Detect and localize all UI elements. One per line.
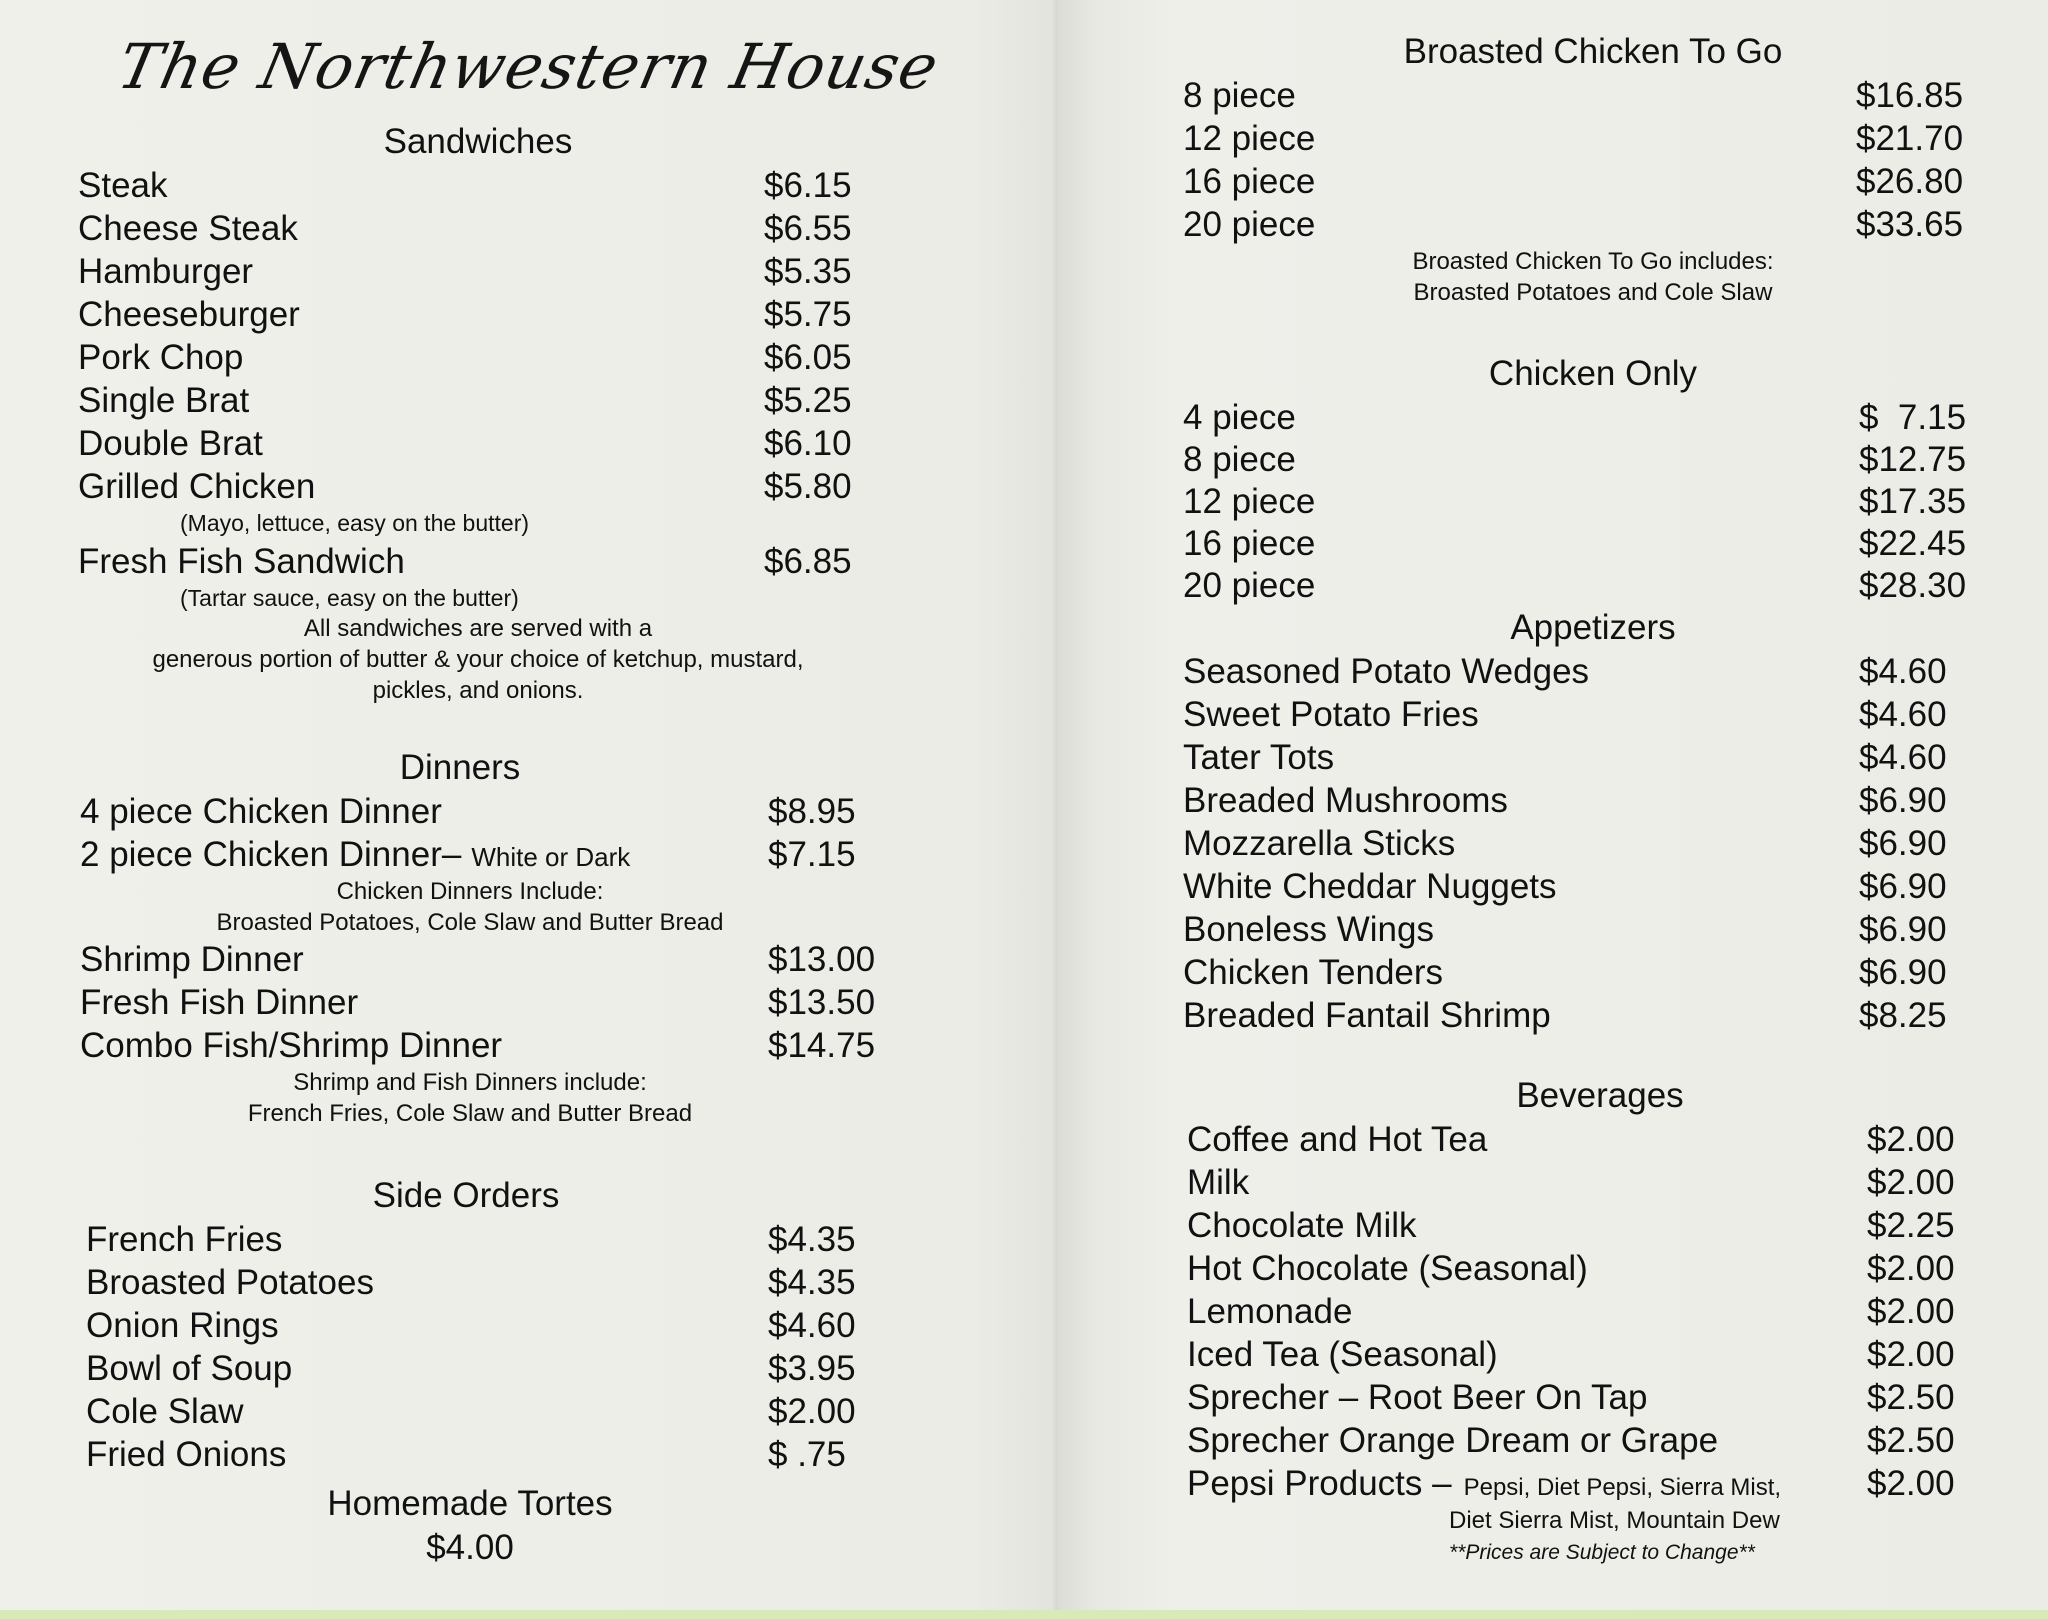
item-price: $5.75 bbox=[764, 295, 852, 334]
item-price: $7.15 bbox=[768, 835, 856, 874]
menu-item bbox=[1183, 693, 2043, 736]
menu-item bbox=[1187, 1204, 2043, 1247]
item-price: $6.85 bbox=[764, 542, 852, 581]
menu-item bbox=[78, 540, 898, 583]
menu-item bbox=[1183, 160, 2043, 203]
item-name: White Cheddar Nuggets bbox=[1183, 867, 1557, 906]
item-price: $2.50 bbox=[1867, 1378, 1955, 1417]
menu-item bbox=[86, 1218, 906, 1261]
item-name: Sweet Potato Fries bbox=[1183, 695, 1479, 734]
item-price: $4.35 bbox=[768, 1220, 856, 1259]
item-price: $17.35 bbox=[1859, 482, 1967, 521]
item-price: $5.25 bbox=[764, 381, 852, 420]
item-name: Double Brat bbox=[78, 424, 263, 463]
menu-item bbox=[86, 1390, 906, 1433]
item-price: $4.60 bbox=[768, 1306, 856, 1345]
item-name: Bowl of Soup bbox=[86, 1349, 293, 1388]
menu-item bbox=[1183, 522, 2043, 564]
item-name: Iced Tea (Seasonal) bbox=[1187, 1335, 1498, 1374]
item-name: Hamburger bbox=[78, 252, 254, 291]
sandwich-serving-note bbox=[58, 613, 898, 706]
sandwiches-heading: Sandwiches bbox=[383, 122, 573, 161]
dinners-heading: Dinners bbox=[399, 748, 521, 787]
item-name: Sprecher – Root Beer On Tap bbox=[1187, 1378, 1648, 1417]
item-price: $14.75 bbox=[768, 1026, 876, 1065]
restaurant-name: The Northwestern House bbox=[111, 30, 946, 103]
appetizers-section bbox=[1183, 606, 2043, 1037]
menu-item bbox=[1183, 117, 2043, 160]
menu-item bbox=[1183, 994, 2043, 1037]
item-name: Cheeseburger bbox=[78, 295, 300, 334]
item-name: Fried Onions bbox=[86, 1435, 287, 1474]
item-name: 4 piece Chicken Dinner bbox=[80, 792, 442, 831]
tortes-price: $4.00 bbox=[426, 1528, 514, 1567]
menu-item bbox=[1183, 74, 2043, 117]
item-price: $26.80 bbox=[1856, 162, 1964, 201]
menu-item bbox=[78, 379, 898, 422]
item-price: $4.35 bbox=[768, 1263, 856, 1302]
item-name: 12 piece bbox=[1183, 482, 1316, 521]
item-price: $6.90 bbox=[1859, 910, 1947, 949]
item-price: $6.90 bbox=[1859, 953, 1947, 992]
item-name: Cole Slaw bbox=[86, 1392, 244, 1431]
chicken-only-heading: Chicken Only bbox=[1488, 354, 1698, 393]
item-name: Steak bbox=[78, 166, 168, 205]
item-name: 16 piece bbox=[1183, 524, 1316, 563]
menu-item bbox=[1187, 1290, 2043, 1333]
menu-item bbox=[1183, 564, 2043, 606]
menu-item bbox=[1183, 650, 2043, 693]
item-name: Coffee and Hot Tea bbox=[1187, 1120, 1488, 1159]
item-price: $2.00 bbox=[768, 1392, 856, 1431]
item-price: $6.05 bbox=[764, 338, 852, 377]
item-name: Milk bbox=[1187, 1163, 1250, 1202]
item-price: $4.60 bbox=[1859, 738, 1947, 777]
menu-item bbox=[80, 981, 920, 1024]
item-price: $16.85 bbox=[1856, 76, 1964, 115]
item-name: Combo Fish/Shrimp Dinner bbox=[80, 1026, 503, 1065]
broasted-to-go-heading: Broasted Chicken To Go bbox=[1403, 32, 1783, 71]
beverages-section bbox=[1187, 1074, 2043, 1565]
item-name: Cheese Steak bbox=[78, 209, 298, 248]
menu-item bbox=[1187, 1419, 2043, 1462]
menu-item bbox=[78, 336, 898, 379]
item-price: $13.00 bbox=[768, 940, 876, 979]
right-menu-page bbox=[1057, 0, 2048, 1610]
side-orders-heading: Side Orders bbox=[372, 1176, 560, 1215]
item-price: $4.60 bbox=[1859, 695, 1947, 734]
item-name: 20 piece bbox=[1183, 205, 1316, 244]
menu-item bbox=[1183, 822, 2043, 865]
menu-item bbox=[1183, 779, 2043, 822]
chicken-only-section bbox=[1183, 352, 2043, 606]
menu-item bbox=[1187, 1247, 2043, 1290]
item-name: Shrimp Dinner bbox=[80, 940, 304, 979]
note-line: Shrimp and Fish Dinners include: bbox=[293, 1069, 647, 1096]
tortes-section bbox=[0, 1482, 940, 1570]
menu-item bbox=[1183, 865, 2043, 908]
sandwiches-section bbox=[78, 120, 898, 706]
item-price: $6.10 bbox=[764, 424, 852, 463]
item-name: Chicken Tenders bbox=[1183, 953, 1444, 992]
item-price: $4.60 bbox=[1859, 652, 1947, 691]
item-name: Breaded Fantail Shrimp bbox=[1183, 996, 1551, 1035]
item-price: $6.15 bbox=[764, 166, 852, 205]
broasted-to-go-note bbox=[1143, 246, 2043, 308]
note-line: French Fries, Cole Slaw and Butter Bread bbox=[247, 1100, 693, 1127]
seafood-dinner-note bbox=[20, 1067, 920, 1129]
item-name: 4 piece bbox=[1183, 398, 1296, 437]
item-price: $ 7.15 bbox=[1859, 398, 1967, 437]
menu-item bbox=[1183, 736, 2043, 779]
broasted-to-go-section bbox=[1183, 30, 2043, 308]
item-name: Fresh Fish Sandwich bbox=[78, 542, 405, 581]
note-line: Broasted Potatoes and Cole Slaw bbox=[1413, 279, 1773, 306]
item-name: Hot Chocolate (Seasonal) bbox=[1187, 1249, 1588, 1288]
item-price: $ .75 bbox=[768, 1435, 846, 1474]
menu-item bbox=[1187, 1462, 2043, 1505]
side-orders-section bbox=[86, 1174, 906, 1476]
item-price: $21.70 bbox=[1856, 119, 1964, 158]
grilled-chicken-note: (Mayo, lettuce, easy on the butter) bbox=[180, 510, 530, 536]
menu-item bbox=[78, 164, 898, 207]
menu-item bbox=[1183, 908, 2043, 951]
item-name: Fresh Fish Dinner bbox=[80, 983, 359, 1022]
menu-item bbox=[1183, 480, 2043, 522]
menu-item bbox=[1187, 1118, 2043, 1161]
chicken-dinner-note bbox=[20, 876, 920, 938]
pepsi-products-list: Pepsi, Diet Pepsi, Sierra Mist, bbox=[1463, 1474, 1782, 1501]
item-price: $2.00 bbox=[1867, 1464, 1955, 1503]
item-price: $5.80 bbox=[764, 467, 852, 506]
item-price: $2.50 bbox=[1867, 1421, 1955, 1460]
item-name: Seasoned Potato Wedges bbox=[1183, 652, 1590, 691]
item-price: $33.65 bbox=[1856, 205, 1964, 244]
item-name: Lemonade bbox=[1187, 1292, 1353, 1331]
menu-item bbox=[86, 1347, 906, 1390]
item-price: $6.90 bbox=[1859, 781, 1947, 820]
menu-item bbox=[78, 293, 898, 336]
menu-item bbox=[1183, 203, 2043, 246]
item-price: $2.00 bbox=[1867, 1163, 1955, 1202]
item-name: Breaded Mushrooms bbox=[1183, 781, 1508, 820]
menu-item bbox=[78, 465, 898, 508]
note-line: Broasted Chicken To Go includes: bbox=[1412, 248, 1774, 275]
dinners-section bbox=[80, 746, 920, 1129]
item-price: $8.95 bbox=[768, 792, 856, 831]
item-name: 20 piece bbox=[1183, 566, 1316, 605]
item-price: $5.35 bbox=[764, 252, 852, 291]
item-variety: White or Dark bbox=[471, 842, 631, 872]
note-line: generous portion of butter & your choice of ketchup, mustard, bbox=[152, 646, 804, 673]
menu-item bbox=[86, 1304, 906, 1347]
item-price: $22.45 bbox=[1859, 524, 1967, 563]
menu-item bbox=[1187, 1161, 2043, 1204]
item-name: Pork Chop bbox=[78, 338, 244, 377]
tortes-heading: Homemade Tortes bbox=[327, 1484, 613, 1523]
item-name: 12 piece bbox=[1183, 119, 1316, 158]
menu-item bbox=[80, 938, 920, 981]
item-name: 2 piece Chicken Dinner– bbox=[80, 835, 462, 874]
item-name: 16 piece bbox=[1183, 162, 1316, 201]
item-price: $2.00 bbox=[1867, 1120, 1955, 1159]
note-line: All sandwiches are served with a bbox=[303, 615, 653, 642]
item-name: 8 piece bbox=[1183, 76, 1296, 115]
menu-item bbox=[1183, 438, 2043, 480]
item-price: $13.50 bbox=[768, 983, 876, 1022]
menu-item bbox=[86, 1261, 906, 1304]
note-line: Chicken Dinners Include: bbox=[336, 878, 604, 905]
menu-item bbox=[78, 207, 898, 250]
item-price: $6.55 bbox=[764, 209, 852, 248]
item-price: $2.00 bbox=[1867, 1335, 1955, 1374]
menu-item bbox=[78, 422, 898, 465]
sandwiches-list bbox=[78, 164, 898, 508]
fish-sandwich-note: (Tartar sauce, easy on the butter) bbox=[180, 585, 519, 611]
menu-item bbox=[80, 1024, 920, 1067]
menu-item bbox=[1187, 1376, 2043, 1419]
menu-item bbox=[80, 790, 920, 833]
beverages-heading: Beverages bbox=[1516, 1076, 1684, 1115]
item-name: Single Brat bbox=[78, 381, 250, 420]
item-price: $28.30 bbox=[1859, 566, 1967, 605]
item-name: Boneless Wings bbox=[1183, 910, 1434, 949]
item-price: $3.95 bbox=[768, 1349, 856, 1388]
item-name: French Fries bbox=[86, 1220, 283, 1259]
item-price: $6.90 bbox=[1859, 824, 1947, 863]
note-line: Broasted Potatoes, Cole Slaw and Butter Bread bbox=[216, 909, 724, 936]
note-line: pickles, and onions. bbox=[372, 677, 584, 704]
item-name: Tater Tots bbox=[1183, 738, 1335, 777]
menu-item bbox=[78, 250, 898, 293]
item-price: $2.00 bbox=[1867, 1292, 1955, 1331]
item-name: Mozzarella Sticks bbox=[1183, 824, 1456, 863]
item-price: $12.75 bbox=[1859, 440, 1967, 479]
menu-item bbox=[1183, 396, 2043, 438]
item-price: $6.90 bbox=[1859, 867, 1947, 906]
item-price: $8.25 bbox=[1859, 996, 1947, 1035]
item-name: Grilled Chicken bbox=[78, 467, 316, 506]
item-name: Pepsi Products – bbox=[1187, 1464, 1452, 1503]
pepsi-products-list-continued: Diet Sierra Mist, Mountain Dew bbox=[1449, 1507, 1780, 1534]
appetizers-heading: Appetizers bbox=[1510, 608, 1676, 647]
price-disclaimer: **Prices are Subject to Change** bbox=[1449, 1541, 1755, 1564]
item-name: Broasted Potatoes bbox=[86, 1263, 374, 1302]
item-price: $2.00 bbox=[1867, 1249, 1955, 1288]
menu-item bbox=[1183, 951, 2043, 994]
item-price: $2.25 bbox=[1867, 1206, 1955, 1245]
menu-item bbox=[1187, 1333, 2043, 1376]
menu-item bbox=[86, 1433, 906, 1476]
item-name: 8 piece bbox=[1183, 440, 1296, 479]
item-name: Chocolate Milk bbox=[1187, 1206, 1417, 1245]
menu-item bbox=[80, 833, 920, 876]
item-name: Onion Rings bbox=[86, 1306, 279, 1345]
item-name: Sprecher Orange Dream or Grape bbox=[1187, 1421, 1719, 1460]
